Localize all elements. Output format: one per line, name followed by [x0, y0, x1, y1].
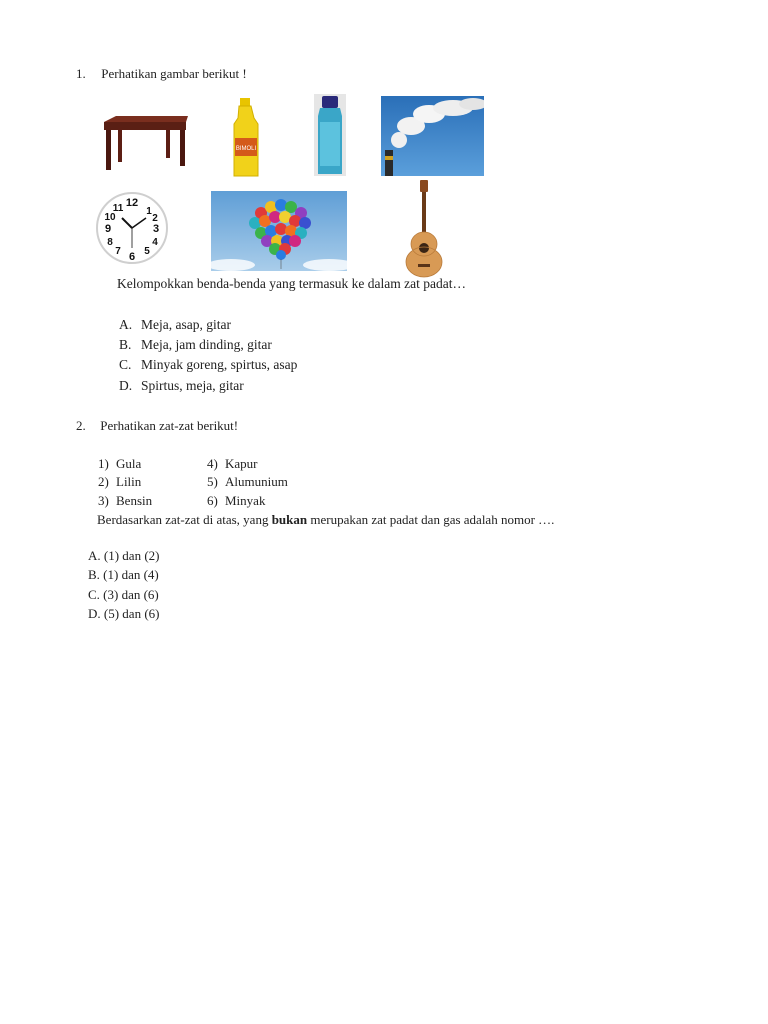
q2-option-d[interactable]: [88, 606, 159, 622]
item-number: 3): [98, 493, 109, 508]
question-1-prompt: Perhatikan gambar berikut !: [101, 66, 247, 81]
q2-item-3: [98, 493, 152, 509]
q2-option-b[interactable]: [88, 567, 159, 583]
option-text: Minyak goreng, spirtus, asap: [141, 357, 298, 372]
item-number: 1): [98, 456, 109, 471]
option-letter: C.: [88, 587, 100, 602]
svg-text:2: 2: [152, 213, 158, 224]
q1-option-d[interactable]: [119, 378, 244, 394]
option-text: (1) dan (4): [103, 567, 159, 582]
svg-text:6: 6: [128, 251, 136, 263]
guitar-image: [402, 180, 446, 278]
item-text: Bensin: [116, 493, 153, 508]
svg-text:12: 12: [125, 197, 139, 209]
q2-item-5: [207, 474, 288, 490]
option-letter: C.: [119, 357, 132, 372]
table-image: [96, 96, 194, 178]
svg-text:10: 10: [104, 212, 116, 223]
option-letter: A.: [119, 317, 133, 332]
question-2-text-after: merupakan zat padat dan gas adalah nomor ….: [307, 512, 555, 527]
svg-text:5: 5: [144, 246, 150, 257]
table-icon: [96, 96, 194, 178]
option-text: Spirtus, meja, gitar: [141, 378, 244, 393]
svg-text:8: 8: [107, 237, 113, 248]
question-1-text: Kelompokkan benda-benda yang termasuk ke dalam zat padat…: [117, 276, 466, 291]
option-letter: B.: [88, 567, 100, 582]
spirit-bottle-icon: [314, 94, 346, 176]
q2-item-1: [98, 456, 141, 472]
item-number: 2): [98, 474, 109, 489]
q1-option-a[interactable]: [119, 317, 231, 333]
item-text: Minyak: [225, 493, 266, 508]
option-letter: D.: [119, 378, 133, 393]
option-text: Meja, asap, gitar: [141, 317, 231, 332]
option-text: Meja, jam dinding, gitar: [141, 337, 272, 352]
wall-clock-icon: [94, 190, 170, 266]
spirit-image: [314, 94, 346, 176]
question-2-prompt: Perhatikan zat-zat berikut!: [100, 418, 239, 433]
item-text: Alumunium: [225, 474, 288, 489]
q1-option-b[interactable]: [119, 337, 272, 353]
svg-text:7: 7: [115, 246, 121, 257]
question-2-heading: [76, 418, 238, 434]
item-text: Lilin: [116, 474, 142, 489]
item-text: Kapur: [225, 456, 258, 471]
balloons-image: [211, 191, 347, 271]
svg-text:4: 4: [152, 237, 158, 248]
question-2-number: 2.: [76, 418, 86, 433]
item-number: 6): [207, 493, 218, 508]
item-number: 5): [207, 474, 218, 489]
svg-text:3: 3: [152, 223, 160, 235]
cooking-oil-bottle-icon: [206, 94, 284, 180]
question-2-text-bold: bukan: [271, 512, 308, 527]
smoke-chimney-icon: [381, 96, 484, 176]
bottle-label: BIMOLI: [235, 146, 257, 152]
clock-image: [94, 190, 170, 266]
q1-option-c[interactable]: [119, 357, 297, 373]
cooking-oil-image: [206, 94, 284, 180]
svg-text:11: 11: [112, 203, 124, 214]
q2-item-2: [98, 474, 141, 490]
question-1-number: 1.: [76, 66, 86, 81]
question-2-text-before: Berdasarkan zat-zat di atas, yang: [97, 512, 272, 527]
question-1-heading: [76, 66, 247, 82]
smoke-image: [381, 96, 484, 176]
item-number: 4): [207, 456, 218, 471]
option-letter: A.: [88, 548, 101, 563]
q2-item-6: [207, 493, 265, 509]
option-letter: D.: [88, 606, 101, 621]
q2-item-4: [207, 456, 258, 472]
option-text: (1) dan (2): [103, 548, 160, 563]
option-text: (3) dan (6): [103, 587, 159, 602]
question-2-text: [97, 512, 554, 528]
q2-option-c[interactable]: [88, 587, 159, 603]
balloons-icon: [211, 191, 347, 271]
q2-option-a[interactable]: [88, 548, 159, 564]
guitar-icon: [402, 180, 446, 278]
option-text: (5) dan (6): [103, 606, 160, 621]
option-letter: B.: [119, 337, 132, 352]
svg-text:1: 1: [146, 206, 152, 217]
item-text: Gula: [116, 456, 142, 471]
svg-text:9: 9: [104, 223, 112, 235]
